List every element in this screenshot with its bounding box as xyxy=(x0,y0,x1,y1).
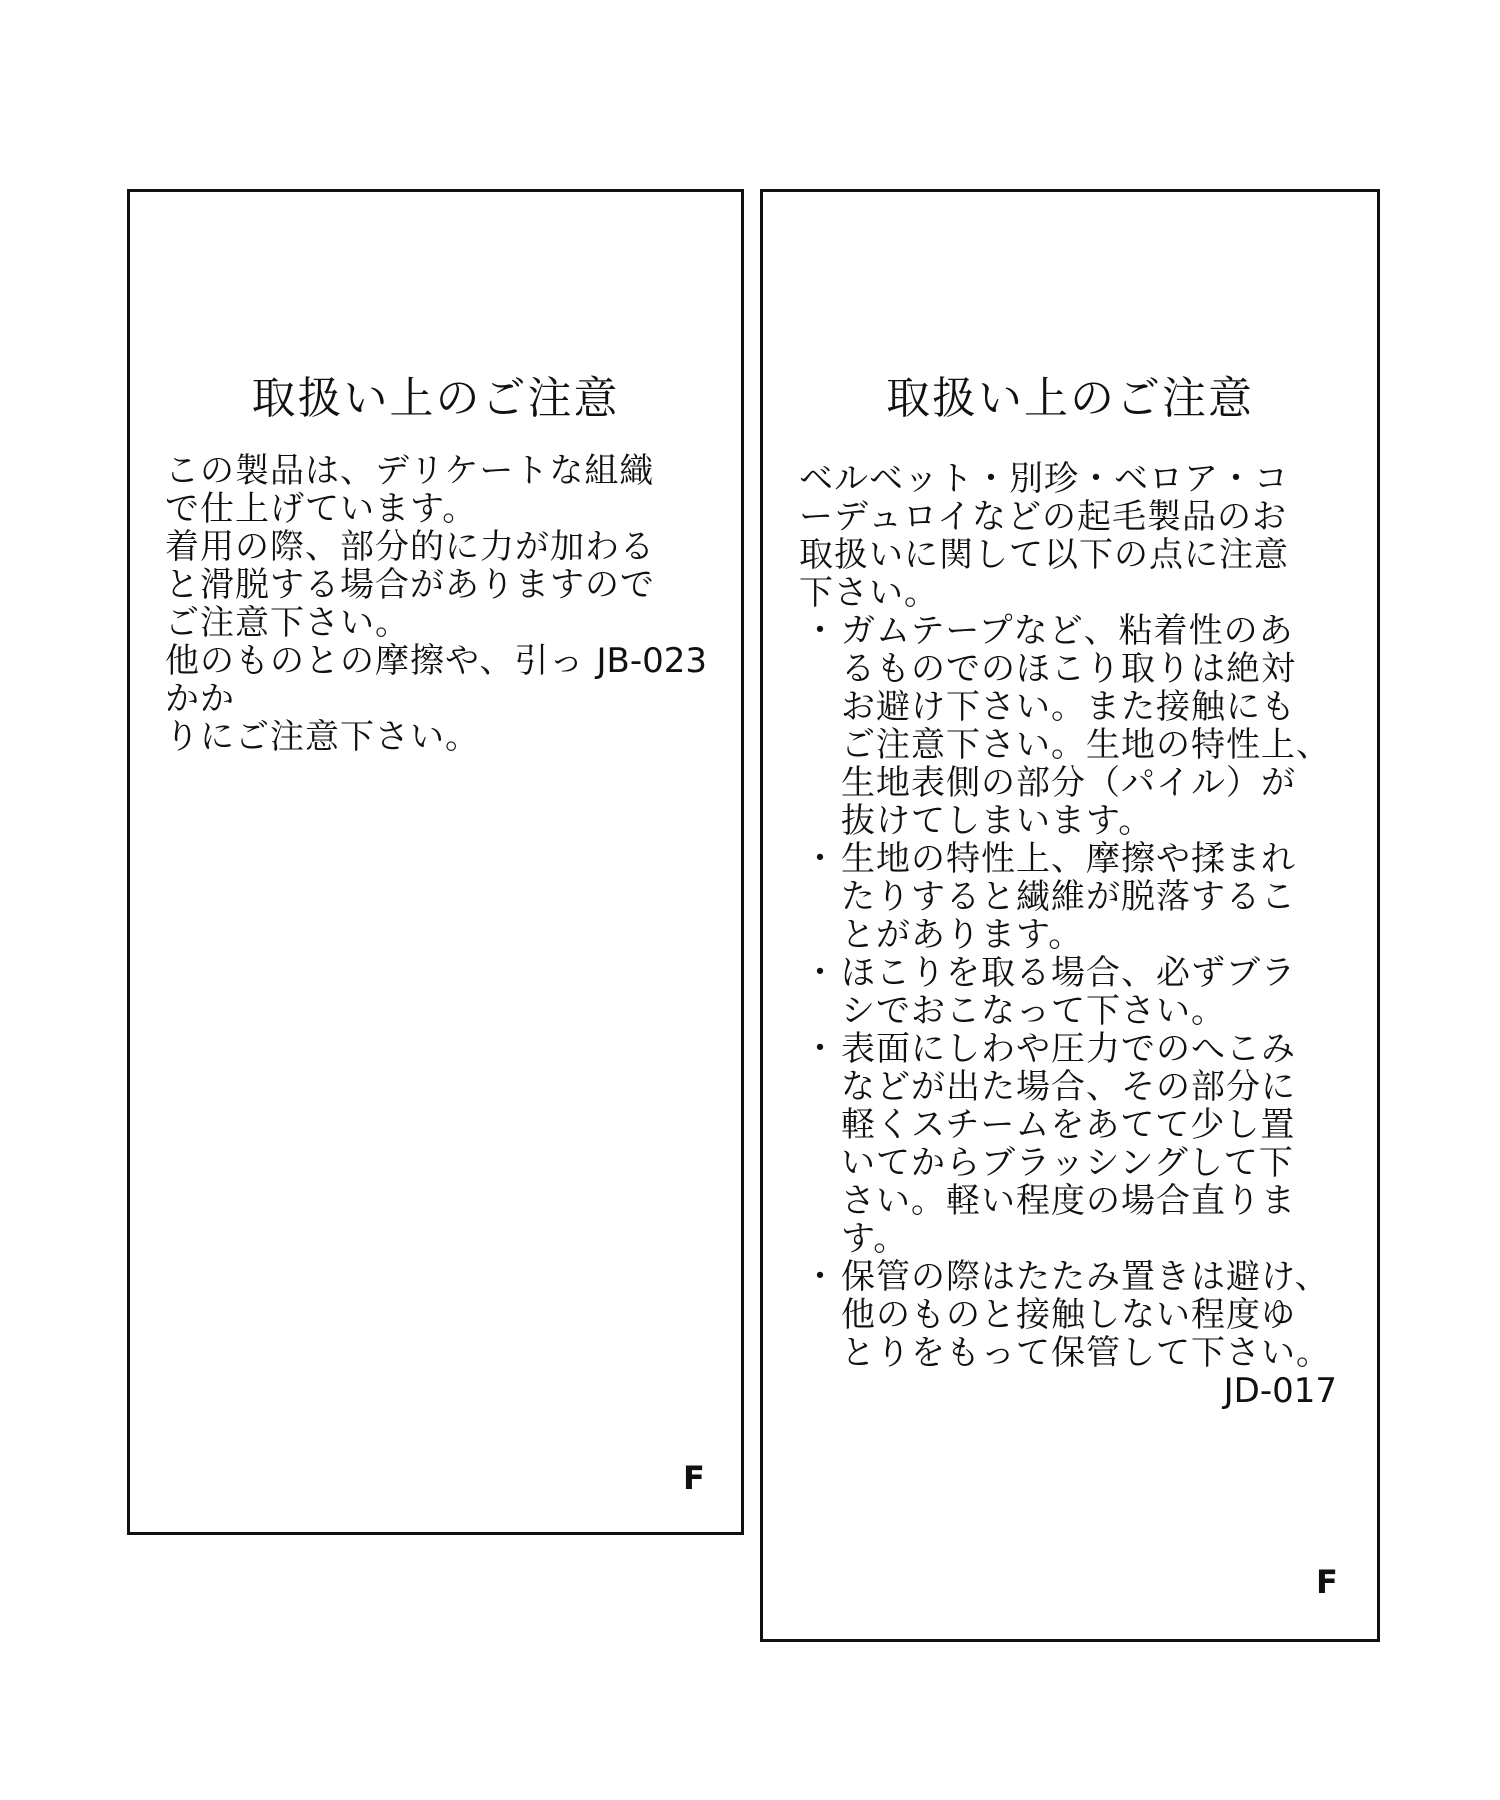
caution-item xyxy=(799,1030,1359,1258)
care-label-right xyxy=(760,189,1380,1642)
label-title: 取扱い上のご注意 xyxy=(886,373,1254,424)
label-paragraph: この製品は、デリケートな組織 で仕上げています。 xyxy=(165,451,655,529)
caution-item-text: 表面にしわや圧力でのへこみ などが出た場合、その部分に 軽くスチームをあてて少し置 いてからブラッシングして下 さい。軽い程度の場合直りま す。 xyxy=(841,1029,1296,1259)
product-code: JD-017 xyxy=(1223,1371,1337,1411)
caution-item-text: 生地の特性上、摩擦や揉まれ たりすると繊維が脱落するこ とがあります。 xyxy=(841,839,1296,955)
product-code: JB-023 xyxy=(596,641,707,681)
caution-item-text: ほこりを取る場合、必ずブラ シでおこなって下さい。 xyxy=(841,953,1296,1031)
label-intro: ベルベット・別珍・ベロア・コ ーデュロイなどの起毛製品のお 取扱いに関して以下の点に注意 下さい。 xyxy=(799,459,1289,613)
caution-item xyxy=(799,840,1359,954)
bullet-mark: ・ xyxy=(803,1029,838,1069)
size-mark: F xyxy=(1316,1563,1338,1601)
label-paragraph: 着用の際、部分的に力が加わる と滑脱する場合がありますので ご注意下さい。 xyxy=(165,527,655,643)
label-body xyxy=(165,452,713,756)
caution-list xyxy=(799,612,1359,1372)
care-label-left xyxy=(127,189,744,1535)
caution-item xyxy=(799,954,1359,1030)
bullet-mark: ・ xyxy=(803,839,838,879)
size-mark: F xyxy=(683,1459,705,1497)
label-paragraph-text: 他のものとの摩擦や、引っかか りにご注意下さい。 xyxy=(165,641,585,757)
label-paragraph xyxy=(165,642,713,756)
bullet-mark: ・ xyxy=(803,1257,838,1297)
caution-item xyxy=(799,612,1359,840)
label-body xyxy=(799,460,1359,1410)
caution-item-text: ガムテープなど、粘着性のあ るものでのほこり取りは絶対 お避け下さい。また接触にも ご注意下さい。生地の特性上、 生地表側の部分（パイル）が 抜けてしまいます。 xyxy=(841,611,1331,841)
bullet-mark: ・ xyxy=(803,611,838,651)
caution-item-text: 保管の際はたたみ置きは避け、 他のものと接触しない程度ゆ とりをもって保管して下さい。 xyxy=(841,1257,1331,1373)
caution-item xyxy=(799,1258,1359,1372)
label-title: 取扱い上のご注意 xyxy=(251,373,620,424)
bullet-mark: ・ xyxy=(803,953,838,993)
